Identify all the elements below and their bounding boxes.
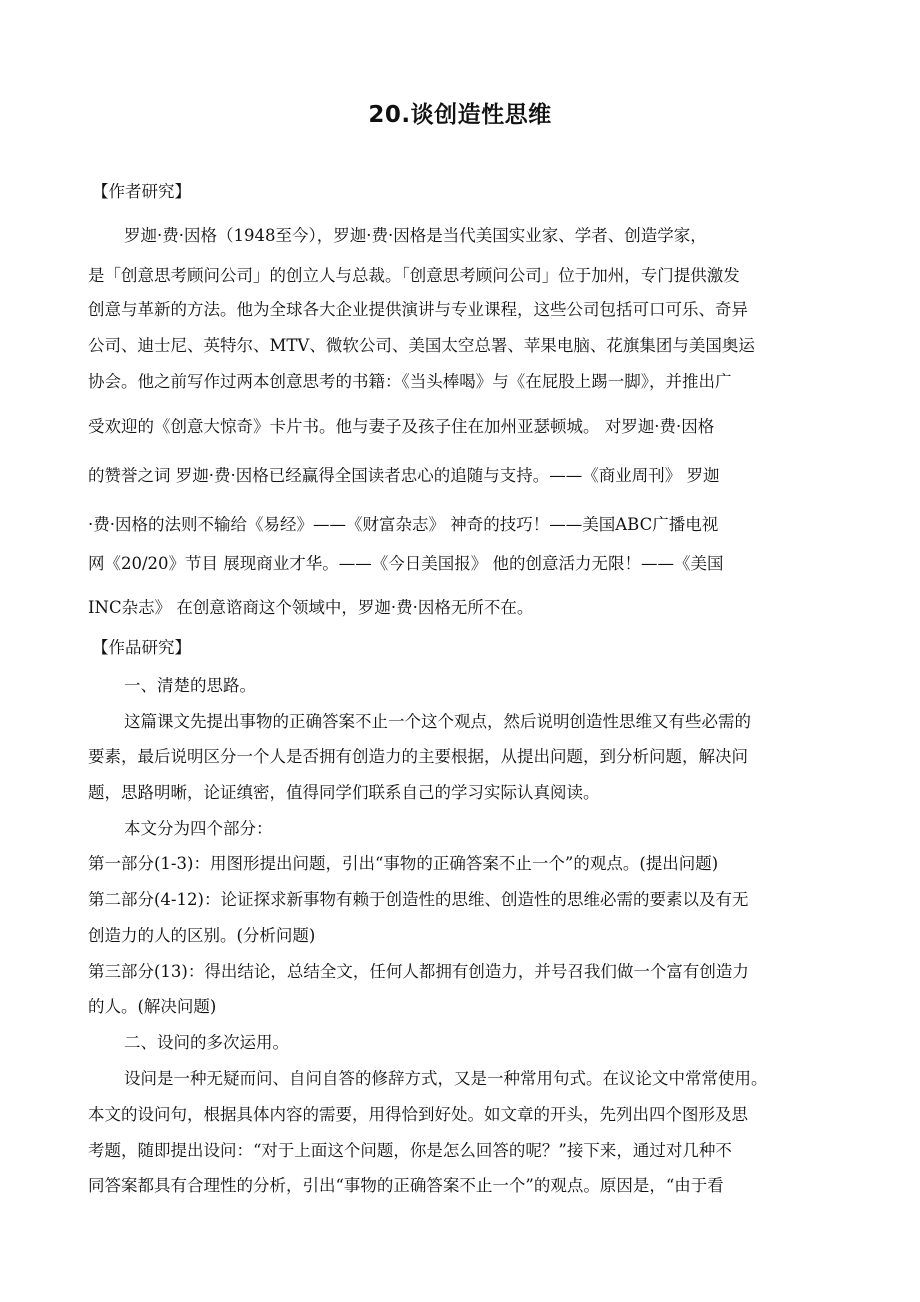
part-two-line: 第二部分(4-12)：论证探求新事物有赖于创造性的思维、创造性的思维必需的要素以及有无 <box>88 890 749 909</box>
section-paragraph-line: 要素，最后说明区分一个人是否拥有创造力的主要根据，从提出问题，到分析问题，解决问 <box>88 747 748 766</box>
author-paragraph-line: 协会。他之前写作过两本创意思考的书籍：《当头棒喝》与《在屁股上踢一脚》，并推出广 <box>88 372 732 391</box>
section-paragraph-line: 同答案都具有合理性的分析，引出“事物的正确答案不止一个”的观点。原因是，“由于看 <box>88 1176 724 1195</box>
author-paragraph-line: ·费·因格的法则不输给《易经》——《财富杂志》 神奇的技巧！——美国ABC广播电视 <box>88 515 719 534</box>
section-title: 二、设问的多次运用。 <box>124 1033 289 1052</box>
part-three-line: 第三部分(13)：得出结论，总结全文，任何人都拥有创造力，并号召我们做一个富有创造力 <box>88 962 749 981</box>
document-title: 20.谈创造性思维 <box>368 102 552 128</box>
section-paragraph-line: 设问是一种无疑而问、自问自答的修辞方式，又是一种常用句式。在议论文中常常使用。 <box>124 1069 768 1088</box>
parts-intro: 本文分为四个部分： <box>124 819 273 838</box>
section-title: 一、清楚的思路。 <box>124 676 256 695</box>
section-paragraph-line: 这篇课文先提出事物的正确答案不止一个这个观点，然后说明创造性思维又有些必需的 <box>124 712 751 731</box>
author-paragraph-line: 是「创意思考顾问公司」的创立人与总裁。「创意思考顾问公司」位于加州，专门提供激发 <box>88 266 740 285</box>
author-heading: 【作者研究】 <box>92 182 191 201</box>
author-paragraph-line: INC杂志》 在创意谘商这个领域中，罗迦·费·因格无所不在。 <box>88 598 534 617</box>
author-paragraph-line: 受欢迎的《创意大惊奇》卡片书。他与妻子及孩子住在加州亚瑟顿城。 对罗迦·费·因格 <box>88 417 715 436</box>
author-paragraph-line: 网《20/20》节目 展现商业才华。——《今日美国报》 他的创意活力无限！——《美国 <box>88 554 724 573</box>
section-paragraph-line: 考题，随即提出设问：“对于上面这个问题，你是怎么回答的呢？”接下来，通过对几种不 <box>88 1141 732 1160</box>
author-paragraph-line: 公司、迪士尼、英特尔、MTV、微软公司、美国太空总署、苹果电脑、花旗集团与美国奥运 <box>88 336 755 355</box>
author-paragraph-line: 的赞誉之词 罗迦·费·因格已经赢得全国读者忠心的追随与支持。——《商业周刊》 罗迦 <box>88 466 720 485</box>
part-one: 第一部分(1-3)：用图形提出问题，引出“事物的正确答案不止一个”的观点。(提出问题) <box>88 854 719 873</box>
work-heading: 【作品研究】 <box>92 638 191 657</box>
author-paragraph-line: 创意与革新的方法。他为全球各大企业提供演讲与专业课程，这些公司包括可口可乐、奇异 <box>88 300 748 319</box>
part-two-line: 创造力的人的区别。(分析问题) <box>88 926 316 945</box>
author-paragraph-line: 罗迦·费·因格（1948至今），罗迦·费·因格是当代美国实业家、学者、创造学家， <box>124 226 707 245</box>
section-paragraph-line: 本文的设问句，根据具体内容的需要，用得恰到好处。如文章的开头，先列出四个图形及思 <box>88 1105 748 1124</box>
part-three-line: 的人。(解决问题) <box>88 997 217 1016</box>
section-paragraph-line: 题，思路明晰，论证缜密，值得同学们联系自己的学习实际认真阅读。 <box>88 783 600 802</box>
